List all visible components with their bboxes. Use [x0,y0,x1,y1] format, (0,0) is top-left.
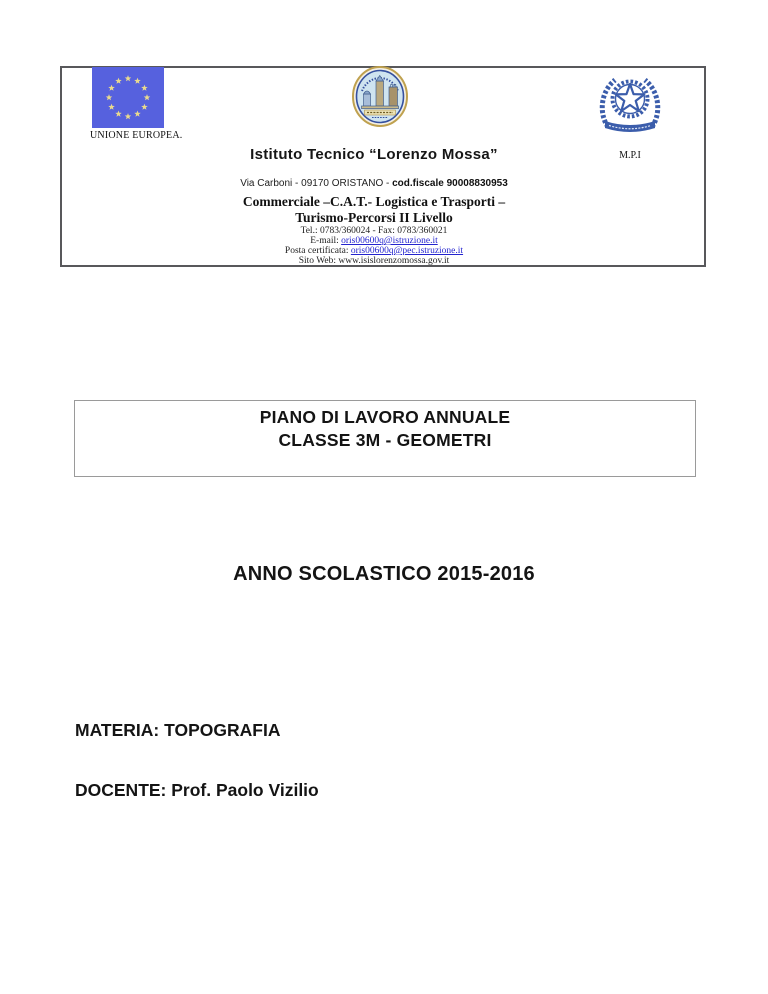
school-year-heading: ANNO SCOLASTICO 2015-2016 [233,563,535,585]
mpi-caption: M.P.I [619,150,641,161]
pec-link[interactable]: oris00600q@pec.istruzione.it [350,246,464,256]
eu-flag-icon [92,67,164,128]
address-line [53,178,695,189]
letterhead-text [53,146,695,266]
title-line-2: CLASSE 3M - GEOMETRI [278,430,492,450]
eu-flag-caption: UNIONE EUROPEA. [90,130,183,141]
address-normal: Via Carboni - 09170 ORISTANO - [240,178,393,189]
school-seal-block [351,65,409,133]
italy-emblem-icon [592,69,668,140]
title-box [74,400,696,477]
email-line [53,236,695,246]
website-line: Sito Web: www.isislorenzomossa.gov.it [298,256,450,266]
courses-line-1: Commerciale –C.A.T.- Logistica e Trasporti – [242,194,506,209]
school-seal-icon [351,65,409,128]
school-header-box [60,66,706,267]
courses-line-2: Turismo-Percorsi II Livello [295,210,453,225]
fiscal-code: cod.fiscale 90008830953 [392,178,508,189]
phone-line: Tel.: 0783/360024 - Fax: 0783/360021 [300,226,448,236]
school-name: Istituto Tecnico “Lorenzo Mossa” [250,146,498,163]
subject-heading: MATERIA: TOPOGRAFIA [75,720,281,740]
eu-flag-block [90,67,183,141]
title-line-1: PIANO DI LAVORO ANNUALE [259,407,511,427]
pec-line [53,246,695,256]
email-link[interactable]: oris00600q@istruzione.it [341,236,438,246]
teacher-heading: DOCENTE: Prof. Paolo Vizilio [75,780,319,800]
email-label: E-mail: [310,236,342,246]
pec-label: Posta certificata: [284,246,351,256]
